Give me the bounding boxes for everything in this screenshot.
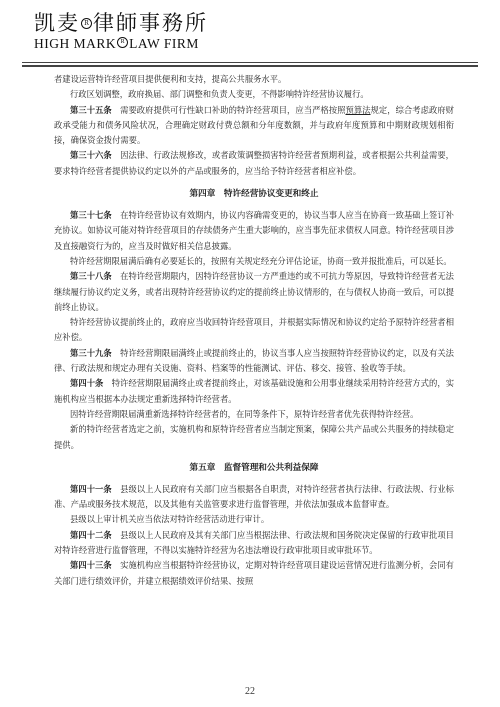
document-body [54,72,454,589]
paragraph [54,528,454,559]
paragraph-text: 新的特许经营者选定之前，实施机构和原特许经营者应当制定预案，保障公共产品或公共服务的持续稳定提供。 [54,424,454,450]
paragraph [54,103,454,149]
paragraph [54,148,454,179]
firm-logo [34,10,274,58]
header-divider-thick [22,65,478,67]
logo-english [34,36,274,52]
paragraph-text: 县级以上审计机关应当依法对特许经营活动进行审计。 [70,514,270,525]
paragraph-text: 县级以上人民政府及其有关部门应当根据法律、行政法规和国务院决定保留的行政审批项目对特许经营进行监督管理，不得以实施特许经营为名违法增设行政审批项目或审批环节。 [54,529,454,556]
article-number: 第三十七条 [70,210,112,221]
logo-zh-part-a: 凯麦 [34,11,80,35]
paragraph [54,346,454,377]
logo-en-part-a: HIGH MARK [34,36,117,51]
paragraph [54,558,454,589]
law-reference-link[interactable]: 预算法 [345,104,371,115]
paragraph [54,407,454,422]
article-number: 第三十八条 [70,271,112,282]
article-number: 第三十九条 [70,347,112,358]
header-divider [22,62,478,63]
paragraph [54,208,454,254]
article-number: 第四十三条 [70,560,112,571]
paragraph [54,87,454,102]
paragraph-text: 特许经营期限届满终止或提前终止的，协议当事人应当按照特许经营协议约定，以及有关法律、行政法规和规定办理有关设施、资料、档案等的性能测试、评估、移交、接管、验收等手续。 [54,347,454,374]
paragraph [54,315,454,346]
paragraph-text: 在特许经营协议有效期内，协议内容确需变更的，协议当事人应当在协商一致基础上签订补充协议。如协议可能对特许经营项目的存续债务产生重大影响的，应当事先征求债权人同意。特许经营项目涉及直接融资行为的，应当及时做好相关信息披露。 [54,210,454,251]
page-number: 22 [245,686,255,697]
paragraph [54,512,454,527]
article-number: 第三十五条 [70,104,112,115]
paragraph [54,269,454,315]
logo-zh-part-b: 律師事務所 [93,11,208,35]
paragraph-text: 县级以上人民政府有关部门应当根据各自职责，对特许经营者执行法律、行政法规、行业标准、产品或服务技术规范，以及其他有关监管要求进行监督管理，并依法加强成本监督审查。 [54,483,454,510]
paragraph-text: 特许经营期限届满终止或者提前终止，对该基础设施和公用事业继续采用特许经营方式的，实施机构应当根据本办法规定重新选择特许经营者。 [54,378,454,404]
paragraph-text: 特许经营期限届满后确有必要延长的，按照有关规定经充分评估论证，协商一致并报批准后，可以延长。 [70,255,452,266]
registered-mark-icon: R [81,18,92,29]
paragraph-text: 因法律、行政法规修改，或者政策调整损害特许经营者预期利益，或者根据公共利益需要，要求特许经营者提供协议约定以外的产品或服务的，应当给予特许经营者相应补偿。 [54,150,454,176]
paragraph-text: 实施机构应当根据特许经营协议，定期对特许经营项目建设运营情况进行监测分析，会同有关部门进行绩效评价，并建立根据绩效评价结果、按照 [54,560,454,586]
article-number: 第四十条 [70,378,104,389]
chapter-heading: 第五章 监督管理和公共利益保障 [189,462,319,473]
article-number: 第四十二条 [70,529,112,540]
paragraph [54,72,454,87]
registered-mark-icon: R [117,37,128,48]
paragraph [54,376,454,407]
chapter-heading: 第四章 特许经营协议变更和终止 [189,189,319,200]
logo-en-part-b: LAW FIRM [129,36,199,51]
article-number: 第四十一条 [70,483,112,494]
paragraph-text: 行政区划调整，政府换届、部门调整和负责人变更，不得影响特许经营协议履行。 [70,89,369,100]
paragraph-text: 在特许经营期限内，因特许经营协议一方严重违约或不可抗力等原因，导致特许经营者无法继续履行协议约定义务，或者出现特许经营协议约定的提前终止协议情形的，在与债权人协商一致后，可以提前终止协议。 [54,271,454,312]
paragraph [54,422,454,453]
paragraph-text: 特许经营协议提前终止的，政府应当收回特许经营项目，并根据实际情况和协议约定给予原特许经营者相应补偿。 [54,317,454,343]
paragraph-text: 因特许经营期限届满重新选择特许经营者的，在同等条件下，原特许经营者优先获得特许经营。 [70,408,419,419]
paragraph-text: 规定，综合考虑政府财政承受能力和债务风险状况，合理确定财政付费总额和分年度数额，并与政府年度预算和中期财政规划相衔接，确保资金拨付需要。 [54,104,454,146]
article-number: 第三十六条 [70,150,112,161]
paragraph-text: 者建设运营特许经营项目提供便利和支持，提高公共服务水平。 [54,74,287,84]
paragraph [54,482,454,513]
logo-chinese [34,10,274,36]
paragraph [54,254,454,269]
paragraph-text: 需要政府提供可行性缺口补助的特许经营项目，应当严格按照 [111,104,346,115]
